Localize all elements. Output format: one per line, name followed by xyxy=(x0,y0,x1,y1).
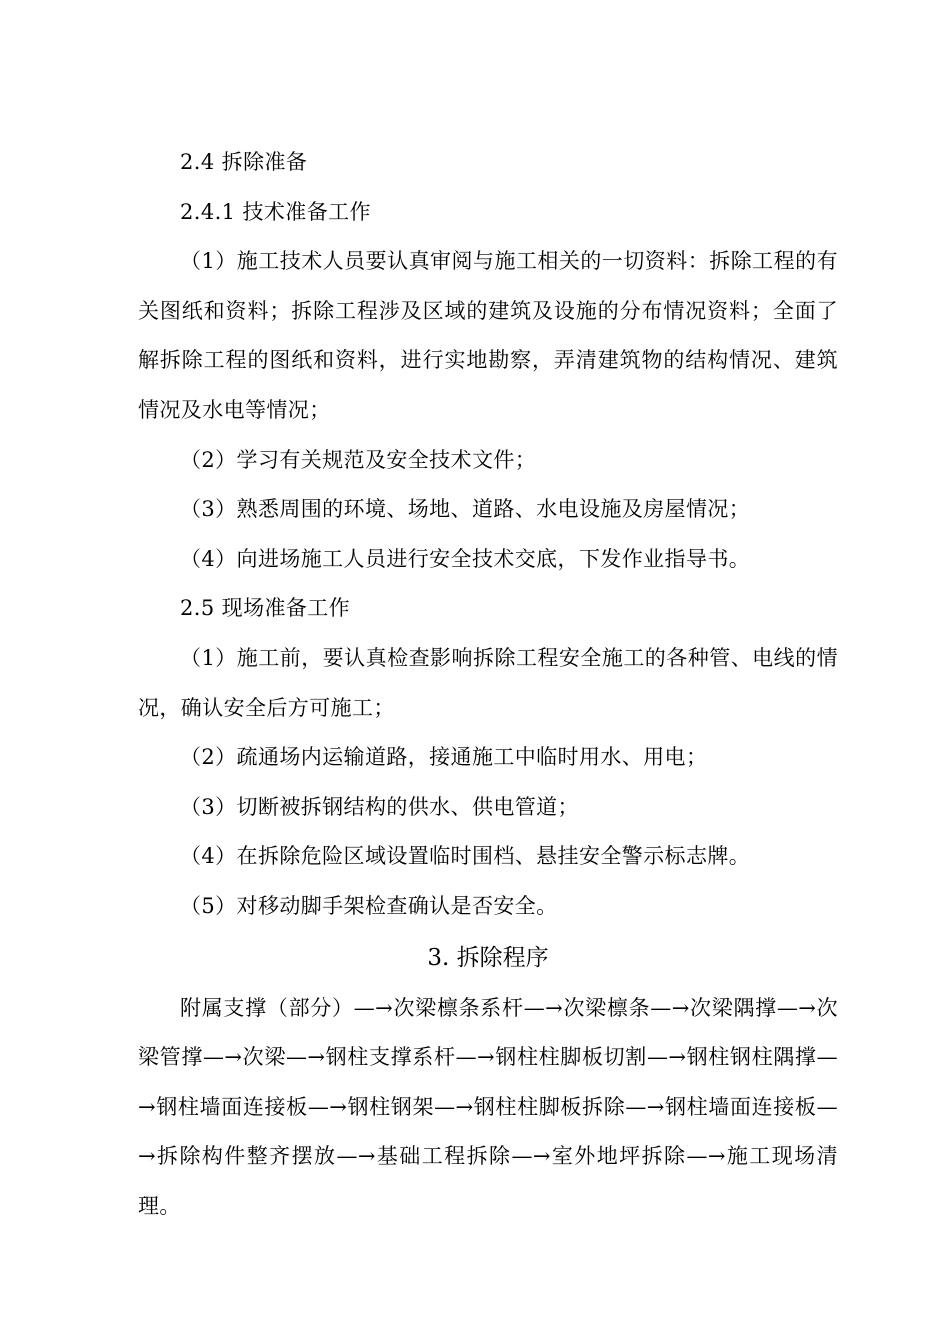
site-prep-item-3: （3）切断被拆钢结构的供水、供电管道； xyxy=(180,794,579,819)
demolition-procedure-text: 附属支撑（部分）—→次梁檩条系杆—→次梁檩条—→次梁隅撑—→次梁管撑—→次梁—→钢柱支撑系杆—→钢柱柱脚板切割—→钢柱钢柱隅撑—→钢柱墙面连接板—→钢柱钢架—→钢柱柱脚板拆除—→钢柱墙面连接板—→拆除构件整齐摆放—→基础工程拆除—→室外地坪拆除—→施工现场清理。 xyxy=(138,995,838,1218)
section-2-5-heading: 2.5 现场准备工作 xyxy=(180,596,351,621)
tech-prep-item-1: （1）施工技术人员要认真审阅与施工相关的一切资料：拆除工程的有关图纸和资料；拆除工程涉及区域的建筑及设施的分布情况资料；全面了解拆除工程的图纸和资料，进行实地勘察，弄清建筑物的结构情况、建筑情况及水电等情况； xyxy=(138,249,838,422)
tech-prep-item-4: （4）向进场施工人员进行安全技术交底，下发作业指导书。 xyxy=(180,546,751,571)
section-3-heading: 3. 拆除程序 xyxy=(427,944,549,971)
document-body xyxy=(138,138,838,1231)
site-prep-item-2: （2）疏通场内运输道路，接通施工中临时用水、用电； xyxy=(180,745,708,770)
tech-prep-item-3: （3）熟悉周围的环境、场地、道路、水电设施及房屋情况； xyxy=(180,497,751,522)
site-prep-item-4: （4）在拆除危险区域设置临时围档、悬挂安全警示标志牌。 xyxy=(180,844,751,869)
site-prep-item-1: （1）施工前，要认真检查影响拆除工程安全施工的各种管、电线的情况，确认安全后方可施工； xyxy=(138,645,838,720)
tech-prep-item-2: （2）学习有关规范及安全技术文件； xyxy=(180,447,537,472)
section-2-4-heading: 2.4 拆除准备 xyxy=(180,150,308,174)
site-prep-item-5: （5）对移动脚手架检查确认是否安全。 xyxy=(180,893,558,918)
section-2-4-1-heading: 2.4.1 技术准备工作 xyxy=(180,199,371,224)
